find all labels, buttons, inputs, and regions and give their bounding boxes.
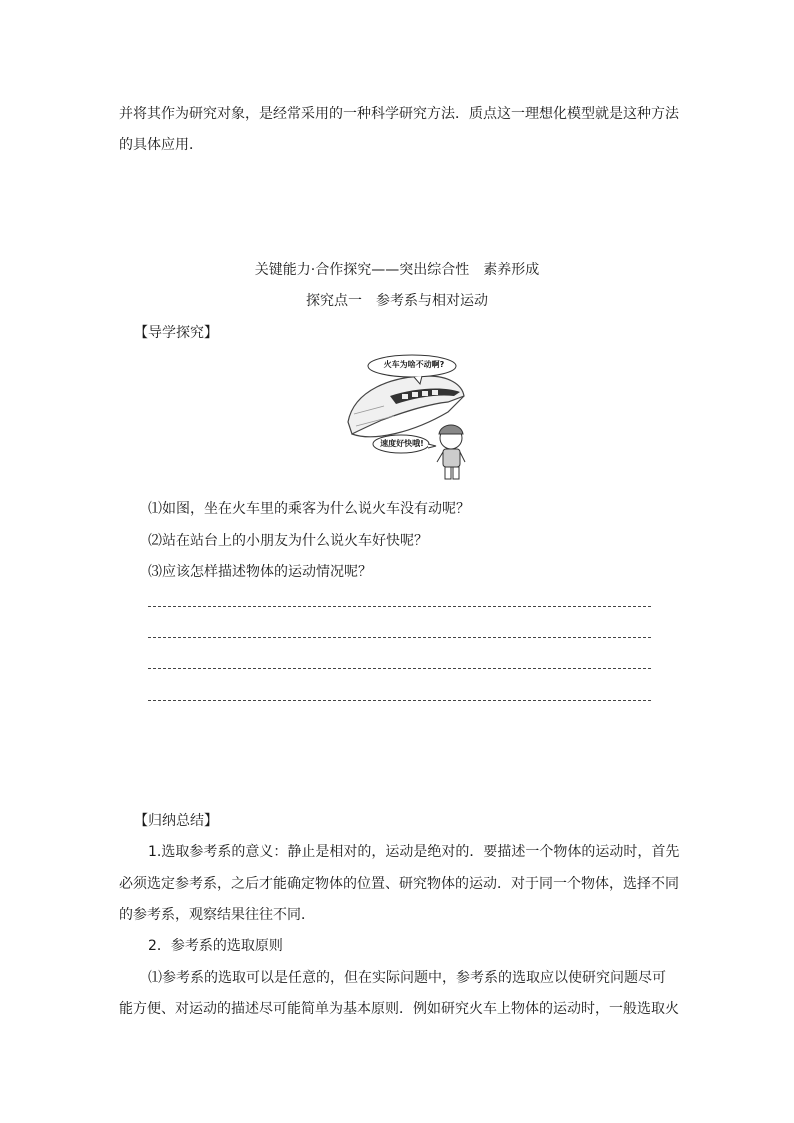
summary-p1-line-3: 的参考系，观察结果往往不同． [119, 907, 315, 923]
question-3: ⑶应该怎样描述物体的运动情况呢？ [148, 564, 372, 580]
train-illustration [344, 352, 482, 486]
train-drawing [344, 352, 482, 486]
answer-line [148, 606, 651, 607]
summary-p1-line-1: 1.选取参考系的意义：静止是相对的，运动是绝对的．要描述一个物体的运动时，首先 [148, 844, 680, 860]
section-subtitle: 探究点一 参考系与相对运动 [306, 293, 488, 309]
intro-line-2: 的具体应用． [119, 137, 203, 153]
answer-line [148, 637, 651, 638]
summary-p1-line-2: 必须选定参考系，之后才能确定物体的位置、研究物体的运动．对于同一个物体，选择不同 [119, 876, 679, 892]
guide-heading: 【导学探究】 [134, 325, 218, 341]
summary-p2-line-2: 能方便、对运动的描述尽可能简单为基本原则．例如研究火车上物体的运动时，一般选取火 [119, 1001, 679, 1017]
question-2: ⑵站在站台上的小朋友为什么说火车好快呢？ [148, 533, 428, 549]
bubble-top-text: 火车为啥不动啊? [383, 360, 445, 369]
answer-line [148, 700, 651, 701]
answer-line [148, 668, 651, 669]
summary-heading: 【归纳总结】 [134, 813, 218, 829]
question-1: ⑴如图，坐在火车里的乘客为什么说火车没有动呢？ [148, 501, 470, 517]
section-title: 关键能力·合作探究——突出综合性 素养形成 [254, 262, 540, 278]
summary-p2-line-1: ⑴参考系的选取可以是任意的，但在实际问题中，参考系的选取应以使研究问题尽可 [148, 970, 666, 986]
bubble-bottom-text: 速度好快哦! [380, 439, 424, 448]
intro-line-1: 并将其作为研究对象，是经常采用的一种科学研究方法．质点这一理想化模型就是这种方法 [119, 106, 679, 122]
summary-p2-heading: 2．参考系的选取原则 [148, 938, 283, 954]
